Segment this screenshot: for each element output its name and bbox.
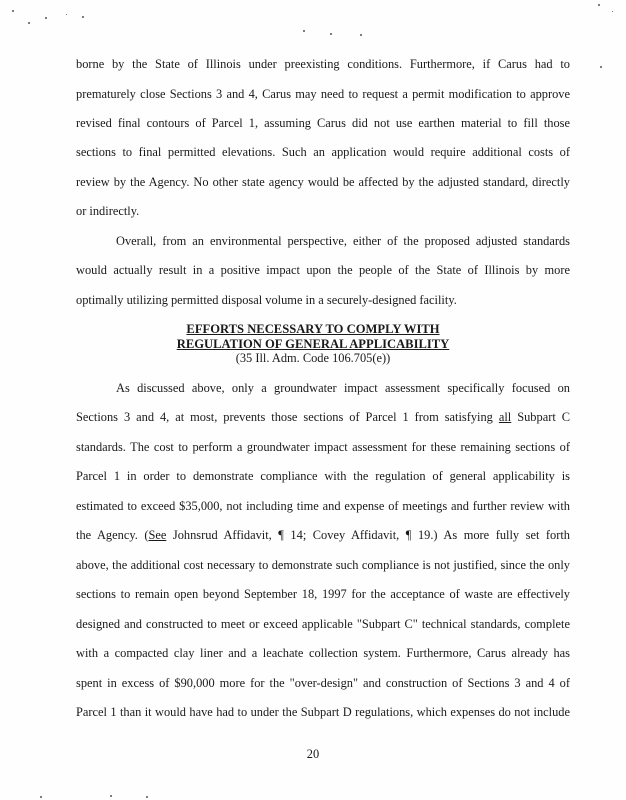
body-text-line: estimated to exceed $35,000, not including time and expense of meetings and further review with: [76, 499, 570, 513]
text-run: Johnsrud Affidavit, ¶ 14; Covey Affidavit, ¶ 19.) As more fully set forth: [166, 528, 570, 542]
scan-speck: [40, 796, 42, 798]
scan-speck: [110, 795, 112, 797]
body-text-line: optimally utilizing permitted disposal volume in a securely-designed facility.: [76, 293, 457, 307]
body-text-line: Overall, from an environmental perspective, either of the proposed adjusted standards: [116, 234, 570, 248]
body-text-line: As discussed above, only a groundwater impact assessment specifically focused on: [116, 381, 570, 395]
body-text-line: [76, 528, 570, 542]
body-text-line: revised final contours of Parcel 1, assuming Carus did not use earthen material to fill those: [76, 116, 570, 130]
scan-speck: [598, 4, 600, 6]
section-heading-line: EFFORTS NECESSARY TO COMPLY WITH: [186, 322, 440, 336]
body-text-line: or indirectly.: [76, 204, 140, 218]
scan-speck: [360, 34, 362, 36]
body-text-line: would actually result in a positive impact upon the people of the State of Illinois by more: [76, 263, 570, 277]
body-text-line: with a compacted clay liner and a leachate collection system. Furthermore, Carus already has: [76, 646, 570, 660]
scan-speck: [12, 10, 14, 12]
scan-speck: [28, 22, 30, 24]
text-run: the Agency. (: [76, 528, 149, 542]
scan-speck: [82, 16, 84, 18]
scan-speck: [303, 30, 305, 32]
body-text-line: sections to final permitted elevations. Such an application would require additional costs of: [76, 145, 570, 159]
body-text-line: [76, 410, 570, 424]
body-text-line: prematurely close Sections 3 and 4, Carus may need to request a permit modification to approve: [76, 87, 570, 101]
body-text-line: spent in excess of $90,000 more for the "over-design" and construction of Sections 3 and 4 of: [76, 676, 570, 690]
emphasized-word: all: [498, 410, 512, 424]
text-run: Subpart C: [511, 410, 570, 424]
section-heading: [0, 337, 626, 351]
scan-speck: [330, 33, 332, 35]
scan-speck: [600, 66, 602, 68]
body-text-line: standards. The cost to perform a groundwater impact assessment for these remaining sections of: [76, 440, 570, 454]
page-number: 20: [306, 747, 320, 761]
regulation-citation: (35 Ill. Adm. Code 106.705(e)): [235, 351, 391, 365]
body-text-line: designed and constructed to meet or exceed applicable "Subpart C" technical standards, complete: [76, 617, 570, 631]
scan-speck: [45, 17, 47, 19]
text-run: Sections 3 and 4, at most, prevents those sections of Parcel 1 from satisfying: [76, 410, 499, 424]
citation-signal: See: [148, 528, 167, 542]
body-text-line: review by the Agency. No other state agency would be affected by the adjusted standard, directly: [76, 175, 570, 189]
body-text-line: Parcel 1 in order to demonstrate compliance with the regulation of general applicability is: [76, 469, 570, 483]
section-heading: [0, 322, 626, 336]
scan-speck: [146, 796, 148, 798]
scan-speck: [612, 11, 613, 12]
body-text-line: sections to remain open beyond September 18, 1997 for the acceptance of waste are effectively: [76, 587, 570, 601]
scan-speck: [66, 14, 67, 15]
body-text-line: above, the additional cost necessary to demonstrate such compliance is not justified, since the only: [76, 558, 570, 572]
body-text-line: borne by the State of Illinois under preexisting conditions. Furthermore, if Carus had to: [76, 57, 570, 71]
body-text-line: Parcel 1 than it would have had to under the Subpart D regulations, which expenses do not include: [76, 705, 570, 719]
section-heading-line: REGULATION OF GENERAL APPLICABILITY: [176, 337, 450, 351]
